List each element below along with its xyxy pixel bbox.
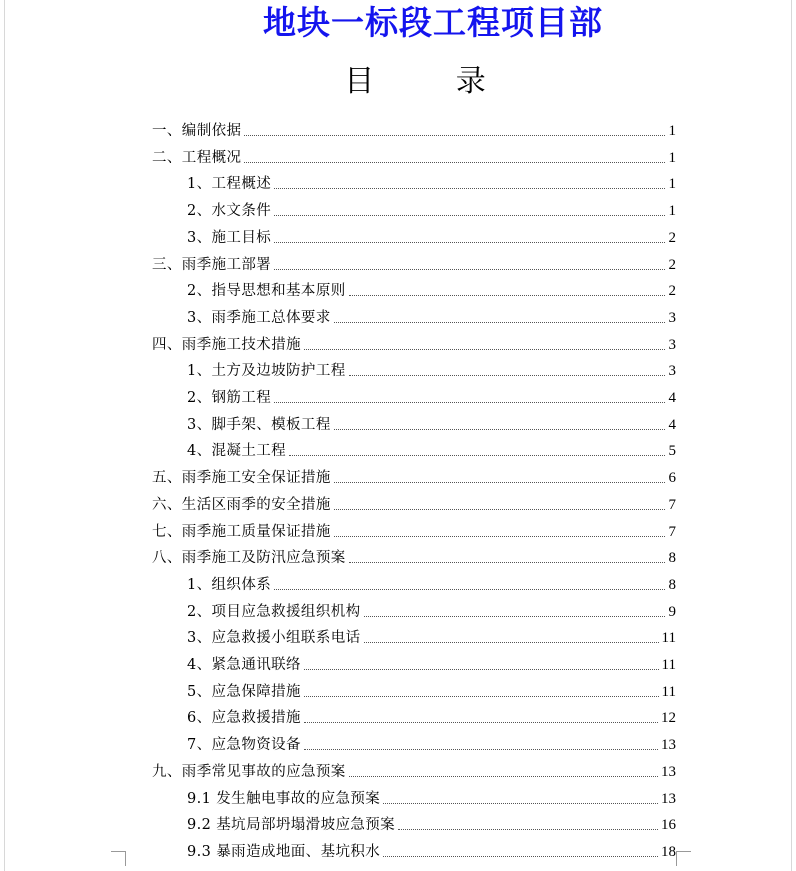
toc-entry[interactable] <box>152 114 676 141</box>
toc-entry[interactable] <box>187 221 676 248</box>
toc-page-number: 13 <box>661 763 676 780</box>
toc-entry-title: 五、雨季施工安全保证措施 <box>152 470 331 487</box>
toc-entry-title: 八、雨季施工及防汛应急预案 <box>152 550 346 567</box>
toc-page-number: 6 <box>668 470 676 487</box>
toc-entry-title: 4、紧急通讯联络 <box>187 657 301 673</box>
toc-entry[interactable] <box>187 568 676 595</box>
page-edge-left <box>4 0 5 871</box>
toc-entry[interactable] <box>187 301 676 328</box>
toc-entry-title: 9.3 暴雨造成地面、基坑积水 <box>187 843 381 860</box>
toc-page-number: 12 <box>661 710 676 727</box>
page-corner-mark-left <box>111 851 126 866</box>
toc-entry-title: 9.1 发生触电事故的应急预案 <box>187 790 381 807</box>
toc-dot-leader <box>334 482 665 483</box>
toc-page-number: 1 <box>668 176 676 193</box>
toc-entry-title: 2、水文条件 <box>187 203 272 220</box>
toc-dot-leader <box>364 642 659 643</box>
toc-entry[interactable] <box>187 408 676 435</box>
toc-entry[interactable] <box>187 167 676 194</box>
toc-dot-leader <box>274 242 665 243</box>
toc-page-number: 3 <box>668 336 676 353</box>
toc-entry[interactable] <box>187 835 676 862</box>
toc-dot-leader <box>289 455 665 456</box>
toc-entry[interactable] <box>187 274 676 301</box>
document-title: 地块一标段工程项目部 <box>263 3 603 42</box>
toc-page-number: 5 <box>668 443 676 460</box>
toc-entry-title: 7、应急物资设备 <box>187 737 301 754</box>
toc-page-number: 4 <box>668 390 676 406</box>
toc-page-number: 3 <box>668 309 676 326</box>
toc-page-number: 8 <box>668 550 676 567</box>
toc-entry[interactable] <box>152 141 676 168</box>
toc-dot-leader <box>398 829 658 830</box>
toc-entry[interactable] <box>152 488 676 515</box>
page-corner-mark-right <box>676 851 691 866</box>
toc-entry-title: 1、土方及边坡防护工程 <box>187 363 346 380</box>
toc-entry-title: 七、雨季施工质量保证措施 <box>152 523 331 540</box>
toc-entry[interactable] <box>187 595 676 622</box>
toc-dot-leader <box>304 349 665 350</box>
toc-page-number: 2 <box>668 229 676 246</box>
toc-entry[interactable] <box>187 701 676 728</box>
toc-entry[interactable] <box>187 728 676 755</box>
toc-dot-leader <box>334 509 665 510</box>
toc-entry-title: 4、混凝土工程 <box>187 443 287 460</box>
toc-entry-title: 3、雨季施工总体要求 <box>187 309 331 326</box>
toc-entry-title: 一、编制依据 <box>152 123 242 139</box>
toc-page-number: 8 <box>668 576 676 593</box>
toc-entry[interactable] <box>152 515 676 542</box>
toc-page-number: 1 <box>668 149 676 166</box>
toc-dot-leader <box>349 562 665 563</box>
page-edge-right <box>791 0 792 871</box>
toc-entry-title: 3、应急救援小组联系电话 <box>187 630 361 647</box>
toc-dot-leader <box>274 269 665 270</box>
toc-page-number: 7 <box>668 496 676 513</box>
toc-entry-title: 1、工程概述 <box>187 176 272 193</box>
toc-entry-title: 二、工程概况 <box>152 149 242 166</box>
toc-entry[interactable] <box>187 675 676 702</box>
toc-entry[interactable] <box>152 755 676 782</box>
toc-dot-leader <box>304 669 659 670</box>
toc-dot-leader <box>304 696 659 697</box>
toc-entry[interactable] <box>187 194 676 221</box>
toc-page-number: 11 <box>661 657 676 673</box>
toc-page-number: 9 <box>668 603 676 620</box>
toc-dot-leader <box>383 803 658 804</box>
toc-entry-title: 3、脚手架、模板工程 <box>187 416 331 433</box>
toc-page-number: 2 <box>668 256 676 273</box>
toc-dot-leader <box>349 776 658 777</box>
toc-page-number: 4 <box>668 416 676 433</box>
toc-entry-title: 1、组织体系 <box>187 576 272 593</box>
toc-entry[interactable] <box>187 434 676 461</box>
toc-dot-leader <box>349 375 665 376</box>
toc-dot-leader <box>274 215 665 216</box>
toc-page-number: 13 <box>661 790 676 807</box>
toc-page-number: 18 <box>661 843 676 860</box>
toc-entry[interactable] <box>187 621 676 648</box>
toc-entry-title: 9.2 基坑局部坍塌滑坡应急预案 <box>187 817 396 834</box>
toc-page-number: 2 <box>668 283 676 300</box>
toc-dot-leader <box>304 722 658 723</box>
toc-dot-leader <box>304 749 658 750</box>
toc-entry-title: 四、雨季施工技术措施 <box>152 336 301 353</box>
toc-page-number: 16 <box>661 817 676 834</box>
toc-entry[interactable] <box>152 328 676 355</box>
toc-entry[interactable] <box>187 648 676 675</box>
toc-entry[interactable] <box>187 381 676 408</box>
toc-page-number: 11 <box>661 683 676 700</box>
toc-dot-leader <box>334 322 665 323</box>
toc-page-number: 1 <box>668 203 676 220</box>
toc-dot-leader <box>334 536 665 537</box>
toc-page-number: 13 <box>661 737 676 754</box>
toc-entry-title: 3、施工目标 <box>187 229 272 246</box>
toc-dot-leader <box>364 616 665 617</box>
toc-dot-leader <box>244 162 665 163</box>
toc-entry-title: 六、生活区雨季的安全措施 <box>152 496 331 513</box>
toc-page-number: 1 <box>668 123 676 139</box>
toc-dot-leader <box>334 429 665 430</box>
toc-entry[interactable] <box>187 808 676 835</box>
toc-dot-leader <box>274 188 665 189</box>
toc-page-number: 11 <box>661 630 676 647</box>
toc-entry-title: 九、雨季常见事故的应急预案 <box>152 763 346 780</box>
toc-dot-leader <box>383 856 658 857</box>
toc-entry-title: 2、钢筋工程 <box>187 390 272 406</box>
toc-page-number: 3 <box>668 363 676 380</box>
toc-entry[interactable] <box>187 782 676 809</box>
toc-entry-title: 5、应急保障措施 <box>187 683 301 700</box>
toc-entry[interactable] <box>152 248 676 275</box>
toc-entry[interactable] <box>152 461 676 488</box>
toc-entry[interactable] <box>152 541 676 568</box>
toc-entry[interactable] <box>187 354 676 381</box>
toc-dot-leader <box>244 135 665 136</box>
toc-dot-leader <box>274 402 665 403</box>
toc-entry-title: 6、应急救援措施 <box>187 710 301 727</box>
toc-dot-leader <box>349 295 665 296</box>
toc-entry-title: 2、指导思想和基本原则 <box>187 283 346 300</box>
toc-heading: 目 录 <box>344 64 522 99</box>
toc-entry-title: 三、雨季施工部署 <box>152 256 272 273</box>
toc-dot-leader <box>274 589 665 590</box>
toc-page-number: 7 <box>668 523 676 540</box>
toc-entry-title: 2、项目应急救援组织机构 <box>187 603 361 620</box>
